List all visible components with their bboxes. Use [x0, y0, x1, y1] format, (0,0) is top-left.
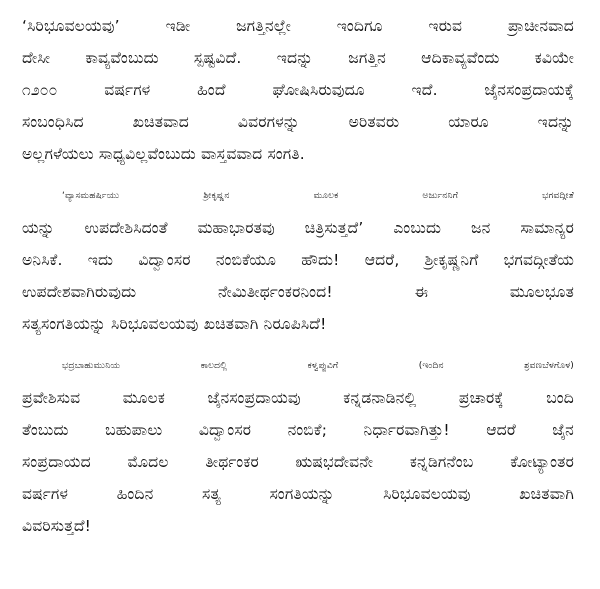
text-line: ದೇಸೀ ಕಾವ್ಯವೆಂಬುದು ಸ್ಪಷ್ಟವಿದೆ. ಇದನ್ನು ಜಗತ್ತಿನ ಆದಿಕಾವ್ಯವೆಂದು ಕವಿಯೇ — [22, 49, 574, 67]
paragraph-1 — [22, 10, 574, 170]
text-line: ವರ್ಷಗಳ ಹಿಂದಿನ ಸತ್ಯ ಸಂಗತಿಯನ್ನು ಸಿರಿಭೂವಲಯವು ಖಚಿತವಾಗಿ — [22, 485, 574, 503]
text-line: ‘ಸಿರಿಭೂವಲಯವು’ ಇಡೀ ಜಗತ್ತಿನಲ್ಲೇ ಇಂದಿಗೂ ಇರುವ ಪ್ರಾಚೀನವಾದ — [22, 17, 574, 35]
text-line: ವಿವರಿಸುತ್ತದೆ! — [22, 517, 92, 535]
text-line: ಪ್ರವೇಶಿಸುವ ಮೂಲಕ ಜೈನಸಂಪ್ರದಾಯವು ಕನ್ನಡನಾಡಿನಲ್ಲಿ ಪ್ರಚಾರಕ್ಕೆ ಬಂದಿ — [22, 389, 574, 407]
text-line: ತೆಂಬುದು ಬಹುಪಾಲು ವಿದ್ವಾಂಸರ ನಂಬಿಕೆ; ನಿರ್ಧಾರವಾಗಿತ್ತು! ಆದರೆ ಜೈನ — [22, 421, 574, 439]
text-line: ‘ವ್ಯಾಸಮಹರ್ಷಿಯು ಶ್ರೀಕೃಷ್ಣನ ಮೂಲಕ ಅರ್ಜುನನಿಗೆ ಭಗವದ್ಗೀತೆ — [62, 191, 574, 201]
paragraph-3 — [22, 350, 574, 542]
text-line: ಅಲ್ಲಗಳೆಯಲು ಸಾಧ್ಯವಿಲ್ಲವೆಂಬುದು ವಾಸ್ತವವಾದ ಸಂಗತಿ. — [22, 145, 305, 163]
text-line: ಸಂಪ್ರದಾಯದ ಮೊದಲ ತೀರ್ಥಂಕರ ಋಷಭದೇವನೇ ಕನ್ನಡಿಗನೆಂಬ ಕೋಟ್ಯಾಂತರ — [22, 453, 574, 471]
text-line: ಸತ್ಯಸಂಗತಿಯನ್ನು ಸಿರಿಭೂವಲಯವು ಖಚಿತವಾಗಿ ನಿರೂಪಿಸಿದೆ! — [22, 315, 327, 333]
text-line: ಸಂಬಂಧಿಸಿದ ಖಚಿತವಾದ ವಿವರಗಳನ್ನು ಅರಿತವರು ಯಾರೂ ಇದನ್ನು — [22, 113, 574, 131]
paragraph-2 — [22, 180, 574, 340]
text-line: ೧೨೦೦ ವರ್ಷಗಳ ಹಿಂದೆ ಘೋಷಿಸಿರುವುದೂ ಇದೆ. ಜೈನಸಂಪ್ರದಾಯಕ್ಕೆ — [22, 81, 574, 99]
text-line: ಯನ್ನು ಉಪದೇಶಿಸಿದಂತೆ ಮಹಾಭಾರತವು ಚಿತ್ರಿಸುತ್ತದೆ’ ಎಂಬುದು ಜನ ಸಾಮಾನ್ಯರ — [22, 219, 574, 237]
text-line: ಭದ್ರಬಾಹುಮುನಿಯ ಕಾಲದಲ್ಲಿ ಕಳ್ವಪ್ಪುವಿಗೆ (ಇಂದಿನ ಶ್ರವಣಬೆಳಗೊಳ) — [62, 361, 574, 371]
text-line: ಅನಿಸಿಕೆ. ಇದು ವಿದ್ವಾಂಸರ ನಂಬಿಕೆಯೂ ಹೌದು! ಆದರೆ, ಶ್ರೀಕೃಷ್ಣನಿಗೆ ಭಗವದ್ಗೀತೆಯ — [22, 251, 574, 269]
text-line: ಉಪದೇಶವಾಗಿರುವುದು ನೇಮಿತೀರ್ಥಂಕರನಿಂದ! ಈ ಮೂಲಭೂತ — [22, 283, 574, 301]
